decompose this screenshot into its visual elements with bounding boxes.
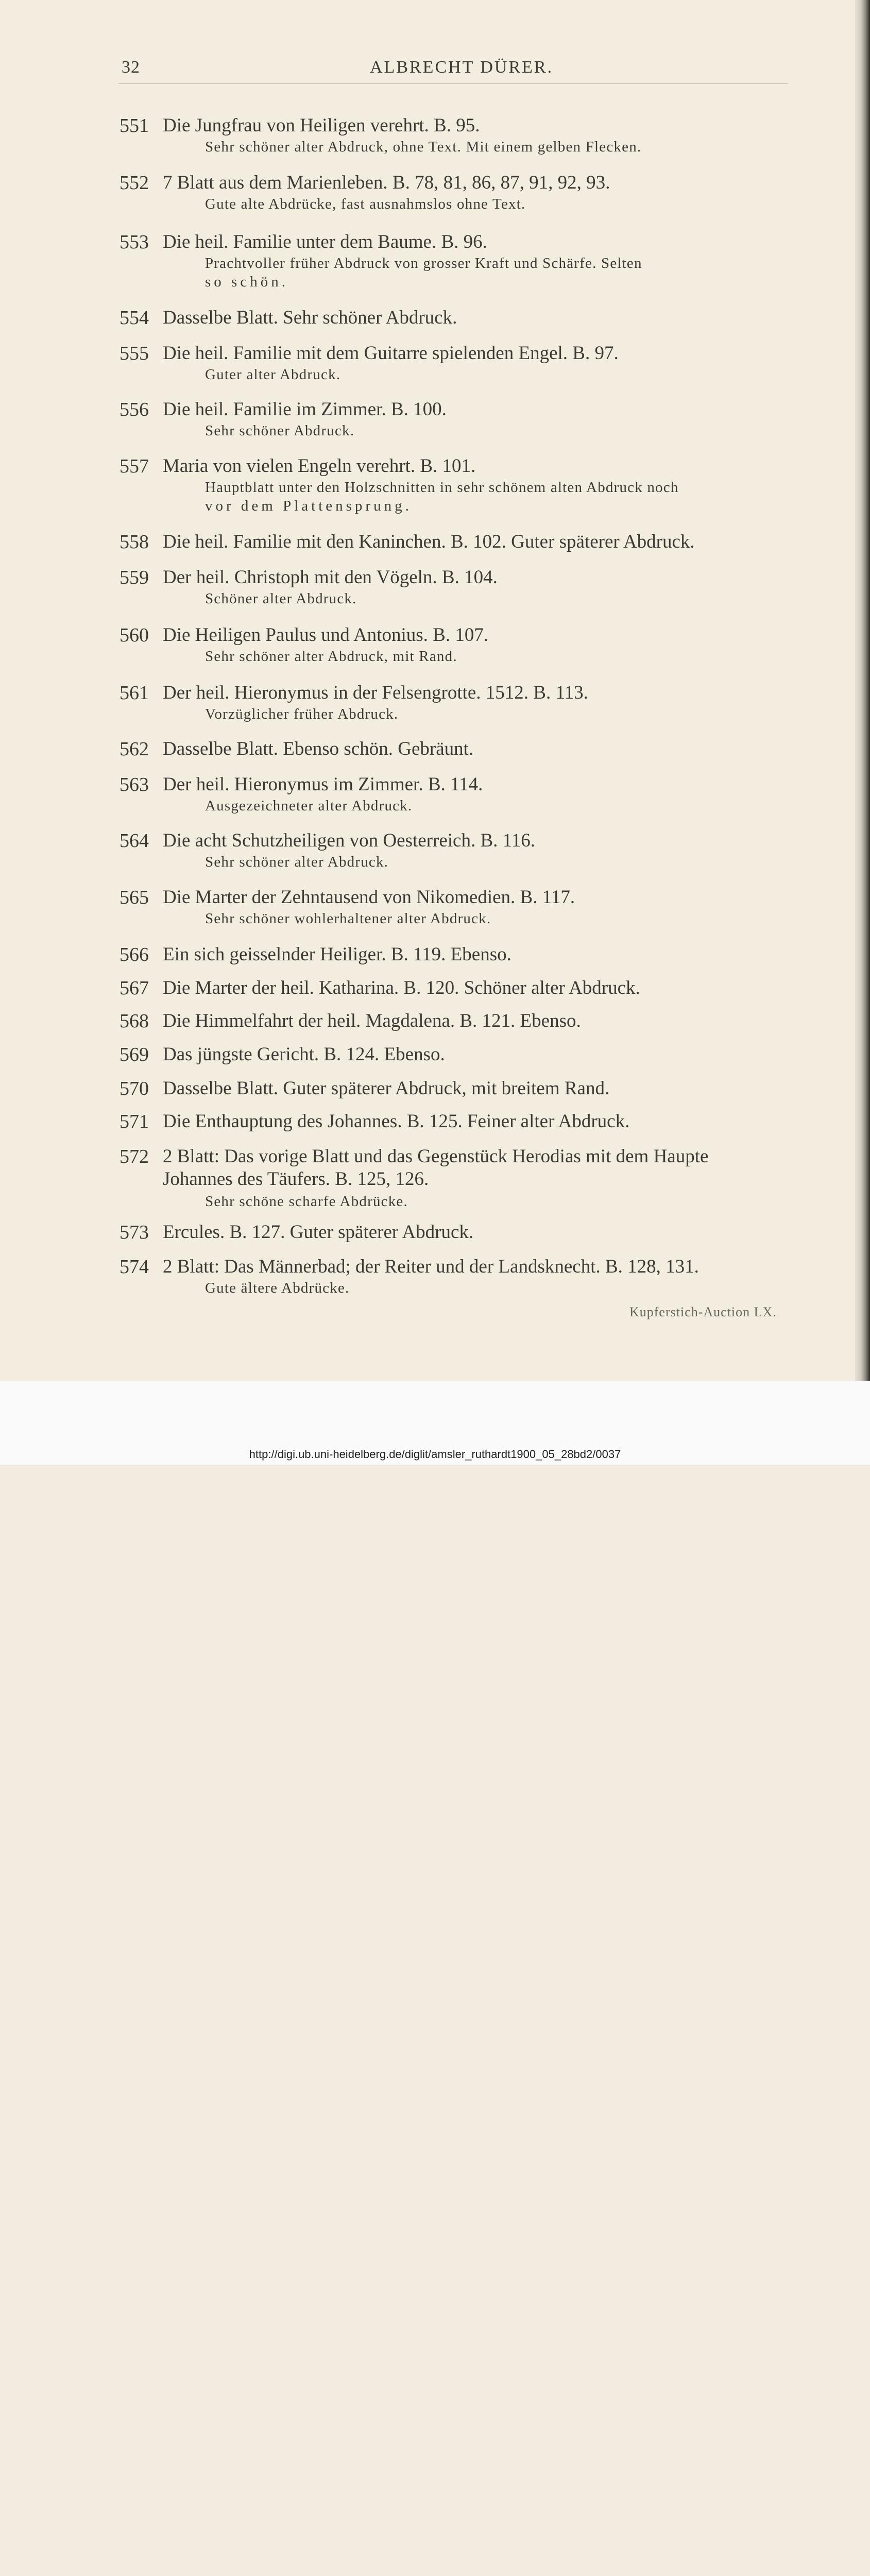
source-url[interactable]: http://digi.ub.uni-heidelberg.de/diglit/amsler_ruthardt1900_05_28bd2/0037 xyxy=(0,1448,870,1465)
entry-title: Die heil. Familie im Zimmer. B. 100. xyxy=(163,399,447,420)
entry-number: 559 xyxy=(120,567,149,588)
entry-note: Gute ältere Abdrücke. xyxy=(205,1280,350,1296)
book-edge xyxy=(855,0,870,1381)
page-number: 32 xyxy=(122,58,140,77)
entry-number: 556 xyxy=(120,399,149,420)
entry-title: 7 Blatt aus dem Marienleben. B. 78, 81, 86, 87, 91, 92, 93. xyxy=(163,172,610,193)
entry-number: 561 xyxy=(120,682,149,704)
entry-number: 552 xyxy=(120,172,149,194)
entry-note: Sehr schöner alter Abdruck, mit Rand. xyxy=(205,648,457,665)
entry-title: Die heil. Familie mit dem Guitarre spielenden Engel. B. 97. xyxy=(163,343,619,364)
entry-note: Guter alter Abdruck. xyxy=(205,366,341,383)
signature-mark: Kupferstich-Auction LX. xyxy=(629,1304,777,1319)
entry-title: Die heil. Familie mit den Kaninchen. B. 102. Guter späterer Abdruck. xyxy=(163,531,695,552)
entry-title: Die Jungfrau von Heiligen verehrt. B. 95. xyxy=(163,115,480,136)
entry-number: 566 xyxy=(120,944,149,965)
entry-note: so schön. xyxy=(205,274,288,290)
entry-note: Sehr schöner alter Abdruck, ohne Text. Mit einem gelben Flecken. xyxy=(205,139,642,155)
entry-title: Das jüngste Gericht. B. 124. Ebenso. xyxy=(163,1044,445,1065)
entry-number: 572 xyxy=(120,1146,149,1167)
entry-note: Hauptblatt unter den Holzschnitten in sehr schönem alten Abdruck noch xyxy=(205,479,679,496)
running-title: ALBRECHT DÜRER. xyxy=(370,58,554,77)
entry-title: Der heil. Hieronymus im Zimmer. B. 114. xyxy=(163,774,483,795)
entry-note: Schöner alter Abdruck. xyxy=(205,590,357,607)
entry-number: 568 xyxy=(120,1010,149,1032)
entry-number: 560 xyxy=(120,624,149,646)
entry-title: Dasselbe Blatt. Guter späterer Abdruck, mit breitem Rand. xyxy=(163,1078,610,1099)
entry-title: Die heil. Familie unter dem Baume. B. 96. xyxy=(163,231,487,252)
entry-title: Maria von vielen Engeln verehrt. B. 101. xyxy=(163,455,476,477)
entry-title: Der heil. Christoph mit den Vögeln. B. 104. xyxy=(163,567,498,588)
entry-title-continued: Johannes des Täufers. B. 125, 126. xyxy=(163,1168,429,1190)
entry-note: Sehr schöner alter Abdruck. xyxy=(205,854,389,870)
entry-number: 563 xyxy=(120,774,149,795)
entry-title: Dasselbe Blatt. Sehr schöner Abdruck. xyxy=(163,307,457,328)
entry-note: Ausgezeichneter alter Abdruck. xyxy=(205,798,413,814)
entry-note: Sehr schöner Abdruck. xyxy=(205,422,355,439)
entry-number: 562 xyxy=(120,738,149,760)
entry-title: Die Himmelfahrt der heil. Magdalena. B. 121. Ebenso. xyxy=(163,1010,581,1031)
entry-number: 553 xyxy=(120,231,149,253)
entry-number: 557 xyxy=(120,455,149,477)
entry-note: Vorzüglicher früher Abdruck. xyxy=(205,706,399,722)
entry-title: Die Marter der Zehntausend von Nikomedien. B. 117. xyxy=(163,887,575,908)
entry-title: Die Marter der heil. Katharina. B. 120. Schöner alter Abdruck. xyxy=(163,977,640,998)
entry-number: 564 xyxy=(120,830,149,852)
entry-note: Sehr schöner wohlerhaltener alter Abdruck. xyxy=(205,910,491,927)
entry-number: 554 xyxy=(120,307,149,329)
entry-number: 567 xyxy=(120,977,149,999)
entry-number: 565 xyxy=(120,887,149,908)
entry-note: Gute alte Abdrücke, fast ausnahmslos ohne Text. xyxy=(205,196,526,212)
entry-title: Der heil. Hieronymus in der Felsengrotte. 1512. B. 113. xyxy=(163,682,588,703)
entry-note: Prachtvoller früher Abdruck von grosser Kraft und Schärfe. Selten xyxy=(205,255,642,272)
catalogue-entries xyxy=(120,0,830,1319)
entry-number: 574 xyxy=(120,1256,149,1278)
entry-number: 558 xyxy=(120,531,149,553)
entry-title: Ercules. B. 127. Guter späterer Abdruck. xyxy=(163,1222,474,1243)
entry-number: 555 xyxy=(120,343,149,364)
entry-note: vor dem Plattensprung. xyxy=(205,498,412,514)
entry-title: Die Enthauptung des Johannes. B. 125. Feiner alter Abdruck. xyxy=(163,1111,630,1132)
bottom-bar xyxy=(0,1381,870,1448)
entry-title: Ein sich geisselnder Heiliger. B. 119. Ebenso. xyxy=(163,944,511,965)
entry-note: Sehr schöne scharfe Abdrücke. xyxy=(205,1193,408,1210)
entry-title: Dasselbe Blatt. Ebenso schön. Gebräunt. xyxy=(163,738,474,759)
entry-title: 2 Blatt: Das Männerbad; der Reiter und der Landsknecht. B. 128, 131. xyxy=(163,1256,699,1277)
entry-number: 551 xyxy=(120,115,149,137)
entry-number: 573 xyxy=(120,1222,149,1243)
entry-title: 2 Blatt: Das vorige Blatt und das Gegenstück Herodias mit dem Haupte xyxy=(163,1146,709,1167)
entry-number: 569 xyxy=(120,1044,149,1065)
entry-title: Die Heiligen Paulus und Antonius. B. 107. xyxy=(163,624,489,646)
entry-title: Die acht Schutzheiligen von Oesterreich. B. 116. xyxy=(163,830,535,851)
entry-number: 570 xyxy=(120,1078,149,1099)
entry-number: 571 xyxy=(120,1111,149,1132)
